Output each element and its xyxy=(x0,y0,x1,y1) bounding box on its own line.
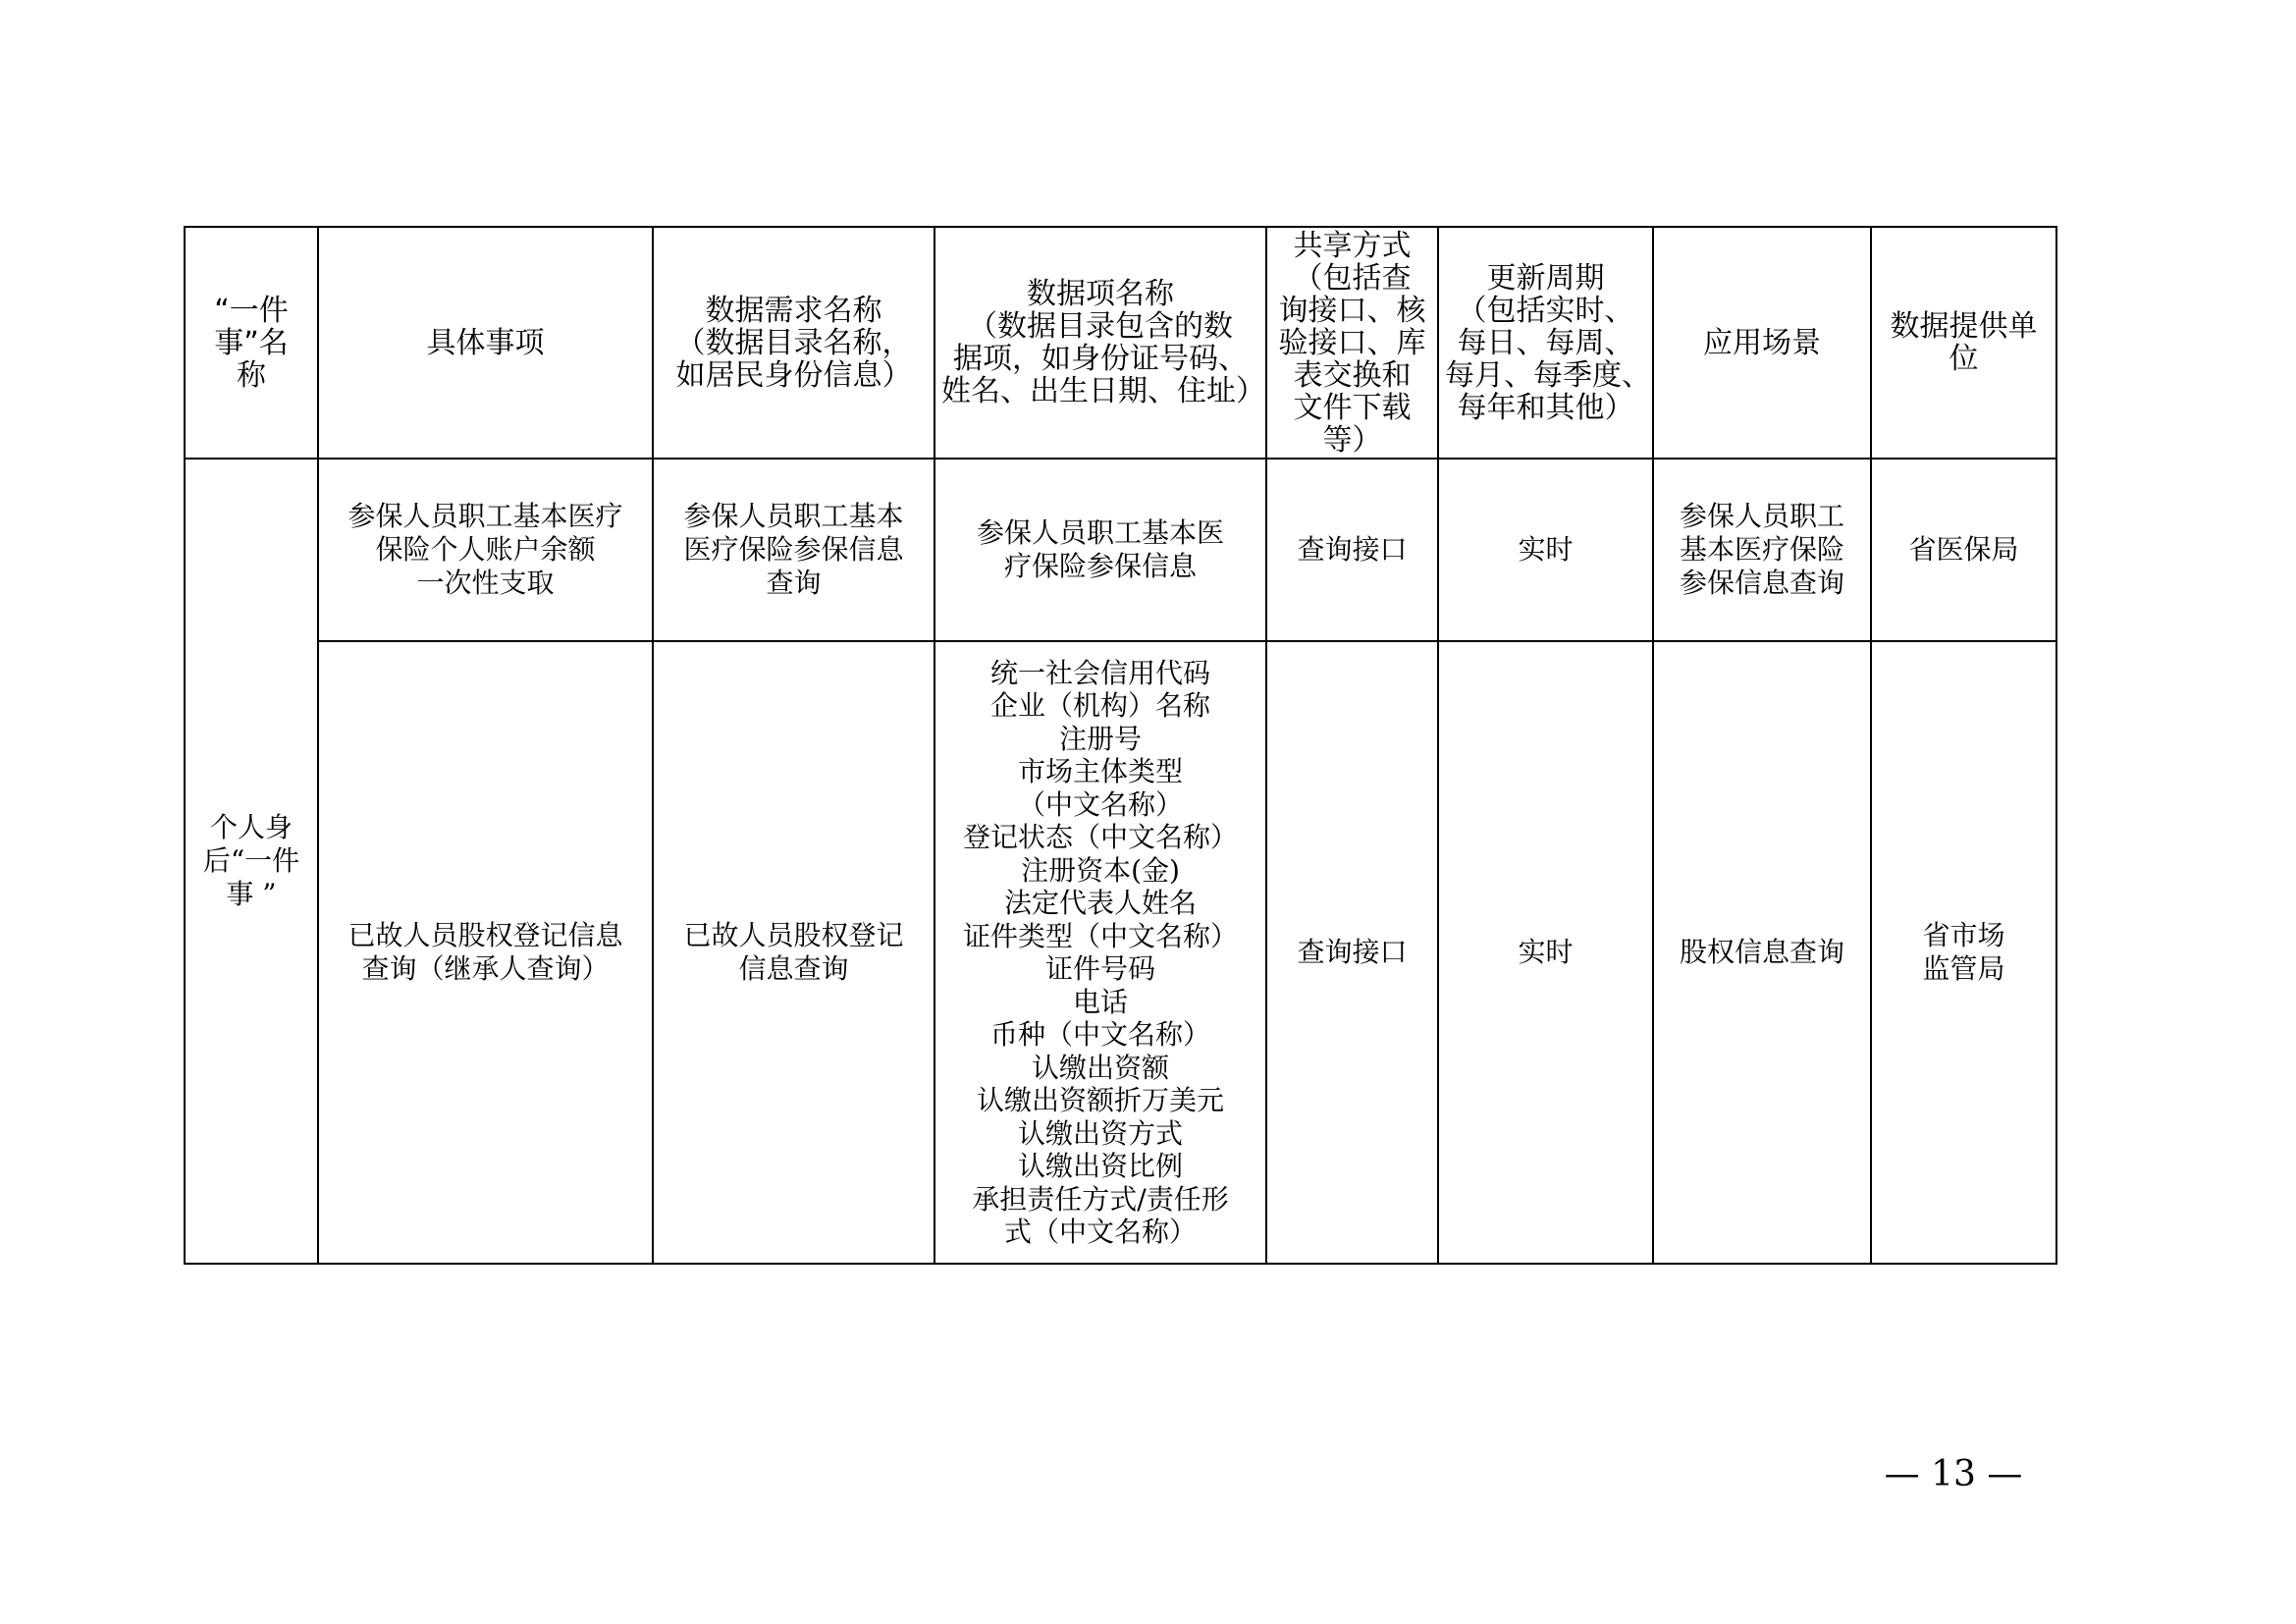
cell-text-line: 保险个人账户余额 xyxy=(375,533,596,566)
cell-text-line: 具体事项 xyxy=(426,325,545,360)
cell-text-line: 基本医疗保险 xyxy=(1679,533,1844,566)
cell-text-line: 电话 xyxy=(1072,985,1128,1018)
cell-text-line: 据项，如身份证号码、 xyxy=(953,342,1248,376)
cell-text-line: 参保人员职工 xyxy=(1679,500,1844,532)
cell-text-line: （中文名称） xyxy=(1017,787,1183,821)
cell-text-line: 认缴出资方式 xyxy=(1017,1116,1183,1150)
cell-text-line: 认缴出资额折万美元 xyxy=(976,1084,1224,1116)
cell-text-line: 称 xyxy=(237,357,266,393)
cell-text-line: “一件 xyxy=(214,293,289,328)
cell-text-line: 证件类型（中文名称） xyxy=(962,919,1238,952)
cell-text-line: 股权信息查询 xyxy=(1679,936,1844,968)
row-application-scene xyxy=(1653,459,1871,641)
cell-text-line: 实时 xyxy=(1518,936,1574,968)
cell-text-line: 数据提供单 xyxy=(1890,309,2038,344)
cell-text-line: 实时 xyxy=(1518,533,1574,566)
cell-text-line: 医疗保险参保信息 xyxy=(683,533,904,566)
cell-text-line: （数据目录包含的数 xyxy=(968,309,1233,344)
header-event-name xyxy=(185,227,318,459)
cell-text-line: 信息查询 xyxy=(738,952,849,985)
cell-text-line: 更新周期 xyxy=(1486,260,1605,296)
cell-text-line: 查询（继承人查询） xyxy=(361,952,610,985)
cell-text-line: 统一社会信用代码 xyxy=(989,656,1210,689)
row-data-need-name xyxy=(653,459,934,641)
table-row xyxy=(185,641,2056,1264)
cell-text-line: 数据需求名称 xyxy=(705,293,882,328)
cell-text-line: （包括查 xyxy=(1293,260,1412,296)
cell-text-line: 表交换和 xyxy=(1293,357,1412,393)
header-data-item-name xyxy=(934,227,1266,459)
cell-text-line: 查询接口 xyxy=(1297,533,1408,566)
cell-text-line: （包括实时、 xyxy=(1457,293,1634,328)
cell-text-line: 个人身 xyxy=(209,811,293,843)
header-data-provider xyxy=(1871,227,2056,459)
header-application-scene xyxy=(1653,227,1871,459)
row-data-provider xyxy=(1871,641,2056,1264)
cell-text-line: 查询接口 xyxy=(1297,936,1408,968)
cell-text-line: 注册资本(金) xyxy=(1021,853,1180,887)
cell-text-line: 法定代表人姓名 xyxy=(1003,887,1197,919)
header-specific-item xyxy=(318,227,653,459)
cell-text-line: 查询 xyxy=(766,567,822,599)
cell-text-line: 疗保险参保信息 xyxy=(1003,550,1197,582)
cell-text-line: 已故人员股权登记 xyxy=(683,919,904,951)
row-update-cycle xyxy=(1438,641,1653,1264)
cell-text-line: 如居民身份信息） xyxy=(675,357,912,393)
cell-text-line: 参保人员职工基本医疗 xyxy=(347,500,623,532)
row-sharing-method xyxy=(1266,641,1438,1264)
table-row xyxy=(185,459,2056,641)
cell-text-line: 已故人员股权登记信息 xyxy=(347,919,623,951)
cell-text-line: 应用场景 xyxy=(1703,325,1821,360)
cell-text-line: 认缴出资比例 xyxy=(1017,1150,1183,1182)
row-specific-item xyxy=(318,641,653,1264)
cell-text-line: 共享方式 xyxy=(1293,228,1412,263)
cell-text-line: （数据目录名称， xyxy=(675,325,912,360)
cell-text-line: 注册号 xyxy=(1058,722,1142,755)
cell-text-line: 验接口、库 xyxy=(1278,325,1426,360)
cell-text-line: 每月、每季度、 xyxy=(1445,357,1651,393)
cell-text-line: 询接口、核 xyxy=(1278,293,1426,328)
cell-text-line: 每日、每周、 xyxy=(1457,325,1634,360)
cell-text-line: 位 xyxy=(1949,342,1979,376)
row-specific-item xyxy=(318,459,653,641)
row-data-item-names xyxy=(934,641,1266,1264)
row-data-provider xyxy=(1871,459,2056,641)
cell-text-line: 认缴出资额 xyxy=(1031,1051,1169,1084)
cell-text-line: 每年和其他） xyxy=(1457,390,1634,425)
row-update-cycle xyxy=(1438,459,1653,641)
cell-text-line: 证件号码 xyxy=(1044,952,1155,985)
page-number: — 13 — xyxy=(1884,1454,2023,1494)
group-name-cell xyxy=(185,459,318,1264)
cell-text-line: 参保人员职工基本 xyxy=(683,500,904,532)
cell-text-line: 省市场 xyxy=(1922,919,2005,951)
cell-text-line: 参保人员职工基本医 xyxy=(976,516,1224,549)
row-application-scene xyxy=(1653,641,1871,1264)
cell-text-line: 后“一件 xyxy=(202,844,300,877)
cell-text-line: 事”名 xyxy=(214,325,289,360)
cell-text-line: 参保信息查询 xyxy=(1679,567,1844,599)
cell-text-line: 省医保局 xyxy=(1908,533,2019,566)
row-data-need-name xyxy=(653,641,934,1264)
cell-text-line: 登记状态（中文名称） xyxy=(962,821,1238,853)
cell-text-line: 式（中文名称） xyxy=(1003,1216,1197,1248)
data-sharing-table xyxy=(184,226,2057,1265)
cell-text-line: 姓名、出生日期、住址） xyxy=(941,374,1265,408)
cell-text-line: 一次性支取 xyxy=(416,567,555,599)
cell-text-line: 数据项名称 xyxy=(1027,277,1174,311)
row-sharing-method xyxy=(1266,459,1438,641)
cell-text-line: 监管局 xyxy=(1922,952,2005,985)
cell-text-line: 市场主体类型 xyxy=(1017,755,1183,787)
cell-text-line: 承担责任方式/责任形 xyxy=(972,1182,1229,1216)
cell-text-line: 事 ” xyxy=(226,878,277,910)
table-header-row xyxy=(185,227,2056,459)
header-data-need-name xyxy=(653,227,934,459)
cell-text-line: 文件下载 xyxy=(1293,390,1412,425)
cell-text-line: 币种（中文名称） xyxy=(989,1018,1210,1051)
header-sharing-method xyxy=(1266,227,1438,459)
header-update-cycle xyxy=(1438,227,1653,459)
cell-text-line: 企业（机构）名称 xyxy=(989,689,1210,722)
row-data-item-names xyxy=(934,459,1266,641)
cell-text-line: 等） xyxy=(1322,422,1382,458)
